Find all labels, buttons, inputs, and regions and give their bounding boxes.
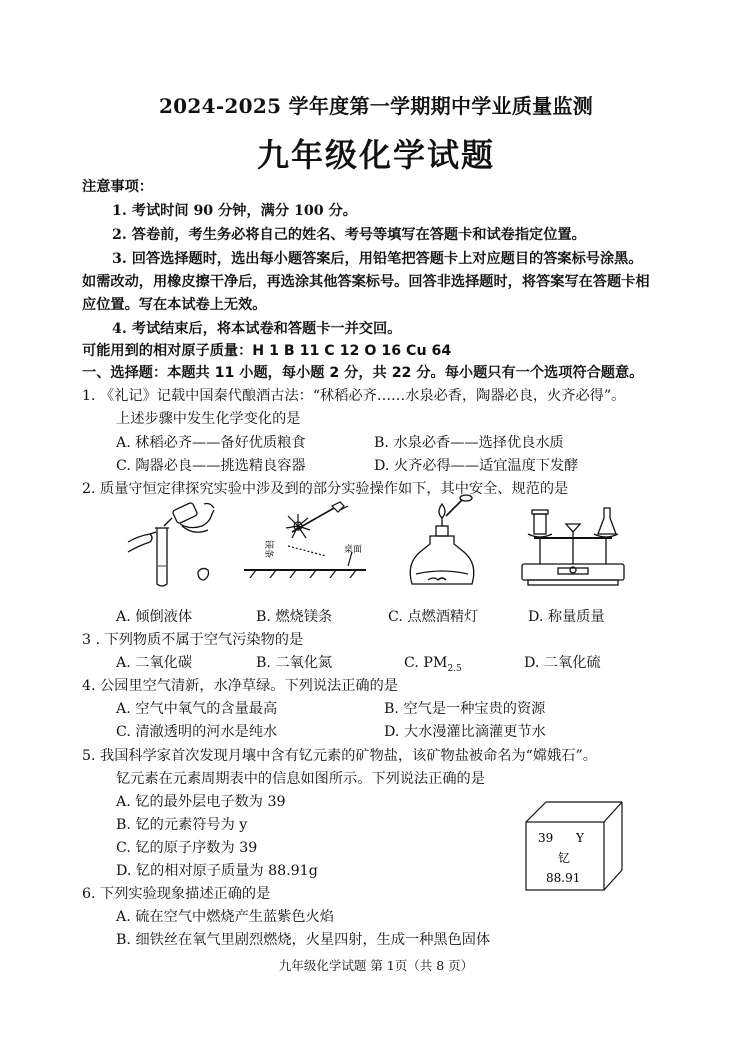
question-4-option-b: B. 空气是一种宝贵的资源 (384, 701, 546, 717)
magnesium-label: 镁条 (263, 540, 273, 559)
exam-title: 2024-2025 学年度第一学期期中学业质量监测 (158, 94, 594, 118)
question-3-option-c: C. $PM_{2.5}$ (404, 655, 462, 674)
atomic-number: 39 (538, 831, 554, 845)
question-5-option-b: B. 钇的元素符号为 y (116, 817, 248, 833)
question-4-option-d: D. 大水漫灌比滴灌更节水 (384, 724, 546, 740)
question-5-stem: 5. 我国科学家首次发现月壤中含有钇元素的矿物盐，该矿物盐被命名为“嫦娥石”。 (82, 748, 597, 764)
element-symbol: Y (576, 831, 584, 845)
table-label: 桌面 (344, 545, 363, 555)
element-name: 钇 (558, 851, 571, 865)
question-1-stem: 1. 《礼记》记载中国秦代酿酒古法：“秫稻必齐……水泉必香，陶器必良，火齐必得”。 (82, 388, 626, 404)
atomic-masses: 可能用到的相对原子质量：H 1 B 11 C 12 O 16 Cu 64 (82, 343, 452, 359)
burning-magnesium-figure (236, 496, 372, 578)
notice-heading: 注意事项： (82, 179, 153, 195)
subject-title: 九年级化学试题 (256, 136, 495, 174)
question-1-option-d: D. 火齐必得——适宜温度下发酵 (374, 458, 579, 474)
notice-item: 2. 答卷前，考生务必将自己的姓名、考号等填写在答题卡和试卷指定位置。 (112, 227, 586, 243)
page-footer: 九年级化学试题 第 1页（共 8 页） (278, 958, 474, 973)
alcohol-lamp-figure (402, 494, 482, 590)
question-2-option-c: C. 点燃酒精灯 (388, 609, 479, 625)
notice-item: 4. 考试结束后，将本试卷和答题卡一并交回。 (112, 321, 402, 337)
question-2-stem: 2. 质量守恒定律探究实验中涉及到的部分实验操作如下，其中安全、规范的是 (82, 481, 569, 497)
atomic-mass: 88.91 (546, 871, 581, 885)
question-5-option-c: C. 钇的原子序数为 39 (116, 840, 258, 856)
question-1-option-a: A. 秫稻必齐——备好优质粮食 (116, 435, 306, 451)
question-5-stem: 钇元素在元素周期表中的信息如图所示。下列说法正确的是 (116, 771, 485, 787)
question-3-option-a: A. 二氧化碳 (116, 655, 193, 671)
question-4-option-c: C. 清澈透明的河水是纯水 (116, 724, 278, 740)
question-5-option-d: D. 钇的相对原子质量为 88.91g (116, 863, 318, 879)
question-6-option-b: B. 细铁丝在氧气里剧烈燃烧，火星四射，生成一种黑色固体 (116, 932, 491, 948)
question-6-option-a: A. 硫在空气中燃烧产生蓝紫色火焰 (116, 909, 334, 925)
question-5-option-a: A. 钇的最外层电子数为 39 (116, 794, 286, 810)
notice-item: 应位置。写在本试卷上无效。 (82, 297, 267, 313)
question-6-stem: 6. 下列实验现象描述正确的是 (82, 886, 271, 902)
notice-item: 3. 回答选择题时，选出每小题答案后，用铅笔把答题卡上对应题目的答案标号涂黑。 (112, 251, 643, 267)
notice-item: 如需改动，用橡皮擦干净后，再选涂其他答案标号。回答非选择题时，将答案写在答题卡相 (82, 274, 650, 290)
question-3-stem: 3 . 下列物质不属于空气污染物的是 (82, 632, 304, 648)
question-4-option-a: A. 空气中氧气的含量最高 (116, 701, 278, 717)
question-4-stem: 4. 公园里空气清新，水净草绿。下列说法正确的是 (82, 678, 398, 694)
question-2-option-d: D. 称量质量 (528, 609, 605, 625)
notice-item: 1. 考试时间 90 分钟，满分 100 分。 (112, 203, 357, 219)
pouring-liquid-figure (120, 496, 220, 588)
section-heading: 一、选择题：本题共 11 小题，每小题 2 分，共 22 分。每小题只有一个选项符合题意。 (82, 365, 644, 381)
question-1-option-c: C. 陶器必良——挑选精良容器 (116, 458, 306, 474)
question-3-option-d: D. 二氧化硫 (524, 655, 601, 671)
element-cell-figure (524, 800, 624, 892)
question-1-stem: 上述步骤中发生化学变化的是 (116, 411, 301, 427)
question-1-option-b: B. 水泉必香——选择优良水质 (374, 435, 564, 451)
balance-figure (518, 494, 628, 588)
question-3-option-b: B. 二氧化氮 (256, 655, 333, 671)
question-2-option-b: B. 燃烧镁条 (256, 609, 333, 625)
question-2-option-a: A. 倾倒液体 (116, 609, 193, 625)
